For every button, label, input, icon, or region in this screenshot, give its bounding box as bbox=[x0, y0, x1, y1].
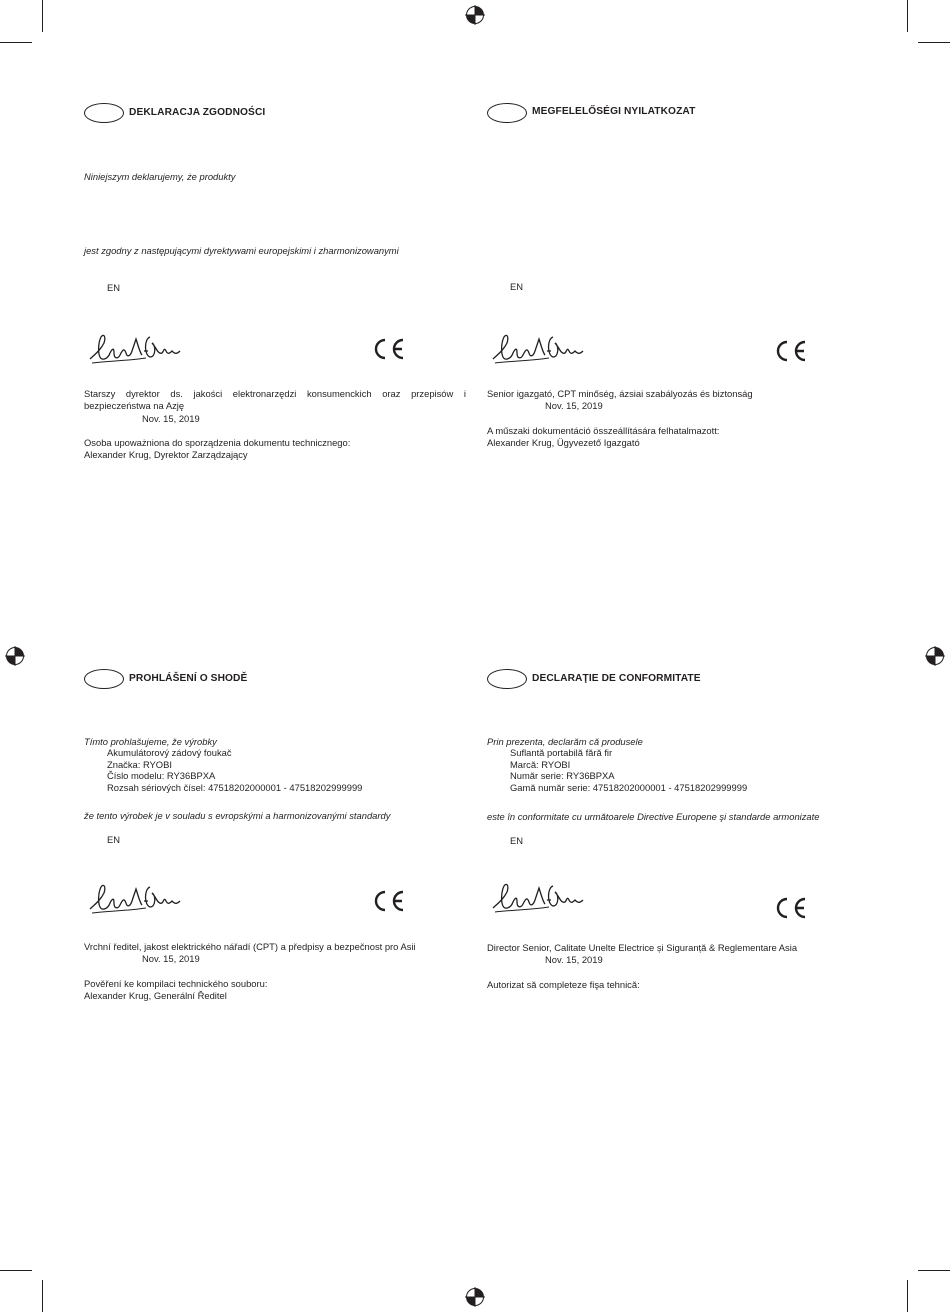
authorized-block bbox=[84, 437, 350, 460]
signature bbox=[86, 875, 182, 919]
crop-mark bbox=[918, 1270, 950, 1271]
section-title: DECLARAŢIE DE CONFORMITATE bbox=[532, 673, 701, 684]
registration-mark-icon bbox=[465, 5, 485, 25]
date-text: Nov. 15, 2019 bbox=[142, 953, 200, 964]
authorized-line: A műszaki dokumentáció összeállítására felhatalmazott: bbox=[487, 425, 720, 436]
standards-text: EN bbox=[107, 282, 121, 293]
ce-mark-icon bbox=[372, 337, 406, 361]
ce-mark-icon bbox=[774, 339, 808, 363]
section-title: MEGFELELŐSÉGI NYILATKOZAT bbox=[532, 106, 696, 117]
product-line: Număr serie: RY36BPXA bbox=[510, 770, 615, 782]
authorized-line: Alexander Krug, Dyrektor Zarządzający bbox=[84, 448, 248, 460]
crop-mark bbox=[907, 0, 908, 32]
product-line: Rozsah sériových čísel: 47518202000001 - 47518202999999 bbox=[107, 781, 363, 793]
crop-mark bbox=[42, 1280, 43, 1312]
authorized-line: Alexander Krug, Ügyvezető Igazgató bbox=[487, 436, 640, 448]
standards-text: EN bbox=[107, 834, 121, 845]
product-line: Číslo modelu: RY36BPXA bbox=[107, 770, 216, 782]
registration-mark-icon bbox=[465, 1287, 485, 1307]
declaration-section-cs bbox=[84, 669, 474, 1029]
authorized-block bbox=[487, 425, 719, 448]
ce-mark-icon bbox=[372, 889, 406, 913]
language-badge bbox=[84, 103, 124, 123]
crop-mark bbox=[918, 42, 950, 43]
conformity-text: jest zgodny z następującymi dyrektywami europejskimi i zharmonizowanymi bbox=[84, 245, 399, 256]
declaration-section-pl bbox=[84, 103, 474, 483]
authorized-line: Osoba upoważniona do sporządzenia dokumentu technicznego: bbox=[84, 437, 351, 448]
intro-text: Prin prezenta, declarăm că produsele bbox=[487, 736, 643, 747]
registration-mark-icon bbox=[5, 646, 25, 666]
date-text: Nov. 15, 2019 bbox=[545, 954, 603, 965]
language-badge bbox=[487, 669, 527, 689]
product-line: Značka: RYOBI bbox=[107, 758, 172, 770]
language-badge bbox=[84, 669, 124, 689]
position-text: Starszy dyrektor ds. jakości elektronarzędzi konsumenckich oraz przepisów i bezpieczeństwa na Azję bbox=[84, 388, 466, 411]
product-line: Marcă: RYOBI bbox=[510, 758, 571, 770]
standards-text: EN bbox=[510, 835, 524, 846]
signature bbox=[86, 325, 182, 369]
crop-mark bbox=[907, 1280, 908, 1312]
language-badge bbox=[487, 103, 527, 123]
product-line: Suflantă portabilă fără fir bbox=[510, 747, 613, 758]
intro-text: Niniejszym deklarujemy, że produkty bbox=[84, 171, 236, 182]
product-block bbox=[107, 747, 362, 793]
authorized-line: Pověření ke kompilaci technického souboru: bbox=[84, 978, 268, 989]
crop-mark bbox=[42, 0, 43, 32]
declaration-section-ro bbox=[487, 669, 877, 1029]
authorized-block bbox=[84, 978, 267, 1001]
declaration-section-hu bbox=[487, 103, 877, 483]
product-block bbox=[510, 747, 747, 793]
authorized-line: Alexander Krug, Generální Ředitel bbox=[84, 989, 227, 1001]
conformity-text: este în conformitate cu următoarele Directive Europene şi standarde armonizate bbox=[487, 811, 820, 822]
signature bbox=[489, 874, 585, 918]
section-title: PROHLÁŠENÍ O SHODĚ bbox=[129, 673, 248, 684]
date-text: Nov. 15, 2019 bbox=[142, 413, 200, 424]
crop-mark bbox=[0, 1270, 32, 1271]
authorized-line: Autorizat să completeze fişa tehnică: bbox=[487, 979, 640, 990]
position-text: Director Senior, Calitate Unelte Electrice și Siguranță & Reglementare Asia bbox=[487, 942, 798, 953]
position-text: Senior igazgató, CPT minőség, ázsiai szabályozás és biztonság bbox=[487, 388, 753, 399]
intro-text: Tímto prohlašujeme, že výrobky bbox=[84, 736, 217, 747]
position-text: Vrchní ředitel, jakost elektrického nářadí (CPT) a předpisy a bezpečnost pro Asii bbox=[84, 941, 416, 952]
conformity-text: že tento výrobek je v souladu s evropskými a harmonizovanými standardy bbox=[84, 810, 391, 821]
signature bbox=[489, 325, 585, 369]
product-line: Gamă număr serie: 47518202000001 - 47518202999999 bbox=[510, 781, 748, 793]
section-title: DEKLARACJA ZGODNOŚCI bbox=[129, 107, 266, 118]
crop-mark bbox=[0, 42, 32, 43]
authorized-block bbox=[487, 979, 640, 991]
date-text: Nov. 15, 2019 bbox=[545, 400, 603, 411]
registration-mark-icon bbox=[925, 646, 945, 666]
ce-mark-icon bbox=[774, 896, 808, 920]
product-line: Akumulátorový zádový foukač bbox=[107, 747, 232, 758]
standards-text: EN bbox=[510, 281, 524, 292]
